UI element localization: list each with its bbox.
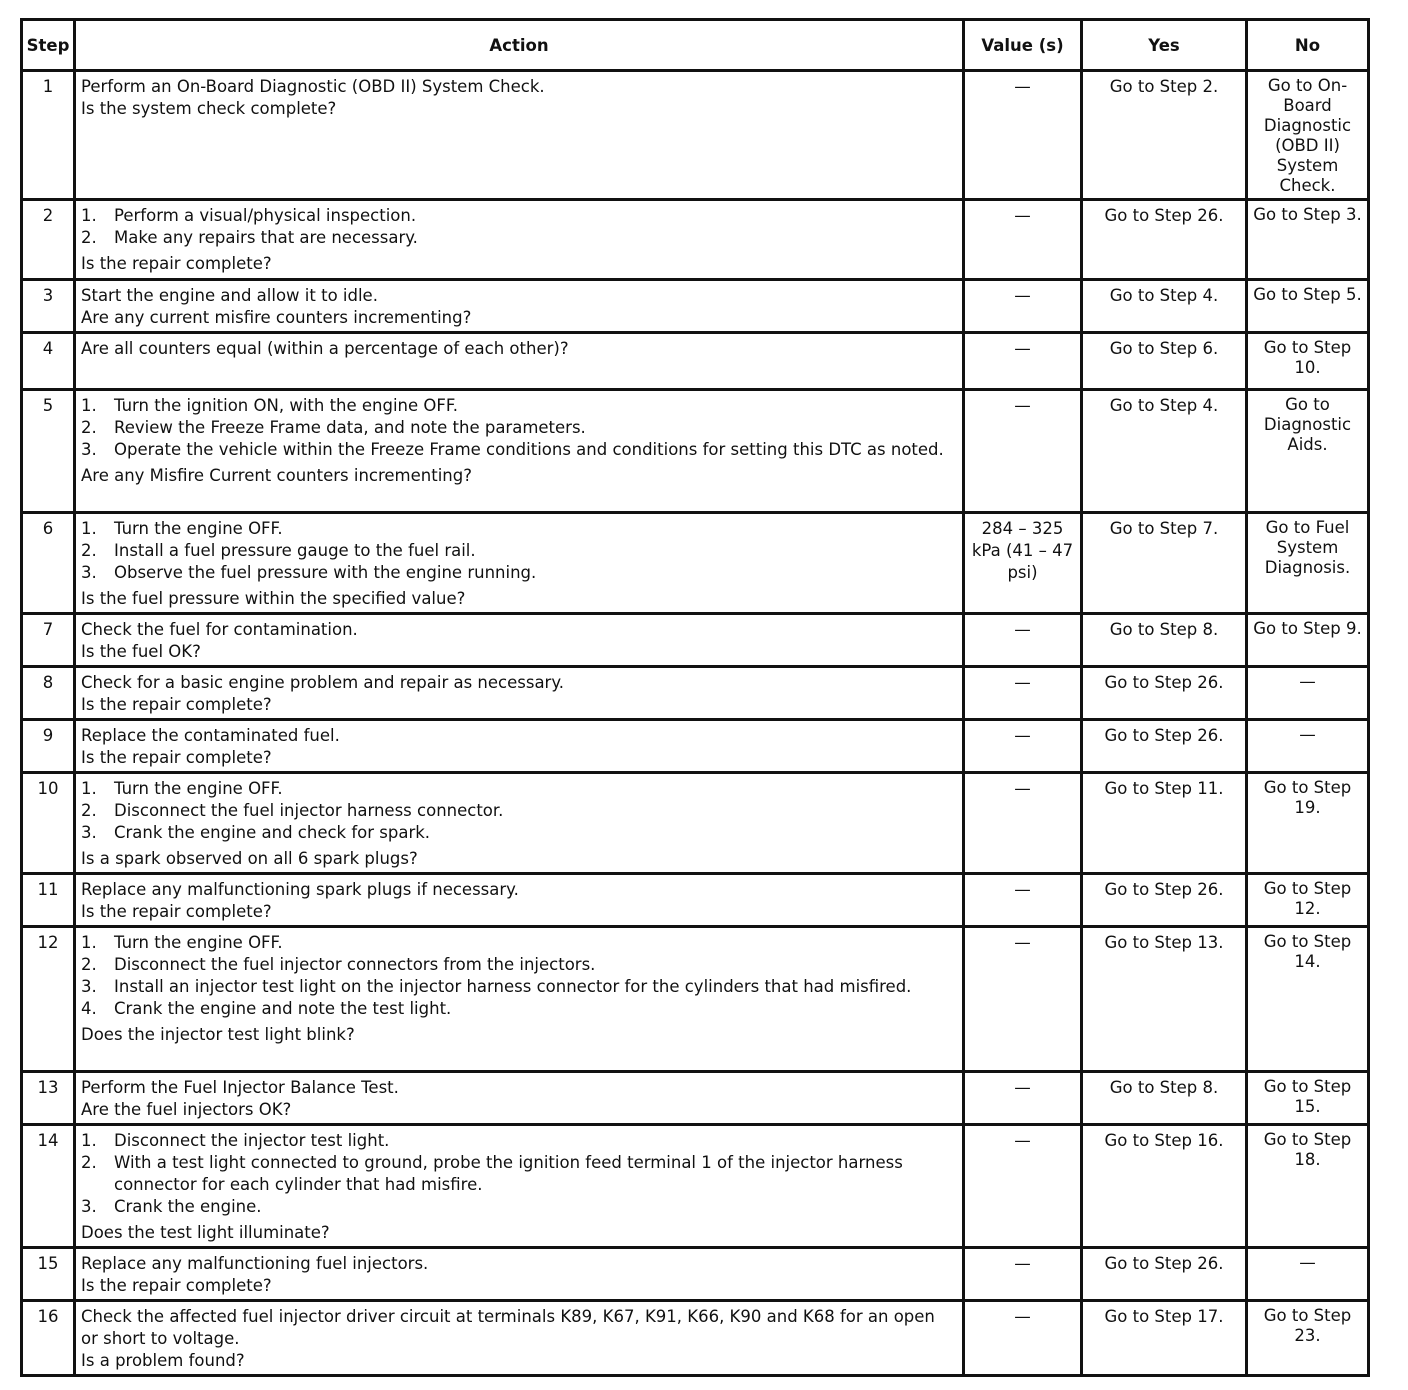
yes-cell: Go to Step 26. bbox=[1082, 1248, 1247, 1301]
list-item-number: 3. bbox=[81, 823, 97, 842]
value-cell: 284 – 325 kPa (41 – 47 psi) bbox=[964, 513, 1082, 614]
step-number: 12 bbox=[22, 927, 75, 1072]
list-item-text: Observe the fuel pressure with the engine running. bbox=[114, 563, 537, 582]
table-body bbox=[22, 71, 1369, 1376]
yes-cell: Go to Step 7. bbox=[1082, 513, 1247, 614]
no-cell: Go to Step 3. bbox=[1247, 200, 1369, 280]
table-row bbox=[22, 927, 1369, 1072]
diagnostic-table bbox=[20, 18, 1370, 1377]
list-item bbox=[81, 562, 956, 584]
list-item-number: 1. bbox=[81, 519, 97, 538]
action-question: Is the repair complete? bbox=[81, 254, 272, 273]
action-cell bbox=[75, 71, 964, 200]
no-cell: Go to Step 10. bbox=[1247, 333, 1369, 390]
list-item bbox=[81, 778, 956, 800]
action-steps-list bbox=[81, 1130, 956, 1218]
step-number: 9 bbox=[22, 720, 75, 773]
list-item bbox=[81, 800, 956, 822]
list-item-text: Turn the engine OFF. bbox=[114, 933, 283, 952]
table-row bbox=[22, 720, 1369, 773]
list-item-number: 3. bbox=[81, 977, 97, 996]
list-item-number: 2. bbox=[81, 955, 97, 974]
yes-cell: Go to Step 13. bbox=[1082, 927, 1247, 1072]
table-row bbox=[22, 280, 1369, 333]
action-cell bbox=[75, 773, 964, 874]
table-row bbox=[22, 513, 1369, 614]
list-item-text: Install an injector test light on the injector harness connector for the cylinders that had misfired. bbox=[114, 977, 912, 996]
no-cell: Go to Step 9. bbox=[1247, 614, 1369, 667]
yes-cell: Go to Step 8. bbox=[1082, 1072, 1247, 1125]
action-question: Does the injector test light blink? bbox=[81, 1025, 355, 1044]
header-yes: Yes bbox=[1082, 20, 1247, 71]
value-cell: — bbox=[964, 390, 1082, 513]
list-item bbox=[81, 822, 956, 844]
action-question: Are all counters equal (within a percentage of each other)? bbox=[81, 339, 569, 358]
action-intro: Check the affected fuel injector driver circuit at terminals K89, K67, K91, K66, K90 and K68 for an open or short to voltage. bbox=[81, 1307, 935, 1348]
list-item-number: 2. bbox=[81, 418, 97, 437]
action-cell bbox=[75, 614, 964, 667]
list-item-number: 1. bbox=[81, 396, 97, 415]
action-cell bbox=[75, 280, 964, 333]
list-item-number: 2. bbox=[81, 1153, 97, 1172]
value-cell: — bbox=[964, 333, 1082, 390]
no-cell: Go to On-Board Diagnostic (OBD II) System Check. bbox=[1247, 71, 1369, 200]
list-item bbox=[81, 395, 956, 417]
action-intro: Replace any malfunctioning fuel injectors. bbox=[81, 1254, 429, 1273]
step-number: 1 bbox=[22, 71, 75, 200]
list-item bbox=[81, 1152, 956, 1196]
action-cell bbox=[75, 1301, 964, 1376]
action-intro: Check the fuel for contamination. bbox=[81, 620, 358, 639]
yes-cell: Go to Step 26. bbox=[1082, 874, 1247, 927]
list-item bbox=[81, 954, 956, 976]
step-number: 7 bbox=[22, 614, 75, 667]
table-row bbox=[22, 773, 1369, 874]
no-cell: — bbox=[1247, 667, 1369, 720]
action-intro: Start the engine and allow it to idle. bbox=[81, 286, 378, 305]
list-item-text: Turn the ignition ON, with the engine OFF. bbox=[114, 396, 458, 415]
list-item-number: 2. bbox=[81, 228, 97, 247]
list-item-number: 2. bbox=[81, 541, 97, 560]
table-row bbox=[22, 874, 1369, 927]
action-question: Is a problem found? bbox=[81, 1351, 245, 1370]
action-intro: Replace the contaminated fuel. bbox=[81, 726, 340, 745]
list-item-text: Turn the engine OFF. bbox=[114, 519, 283, 538]
table-row bbox=[22, 1248, 1369, 1301]
list-item-number: 3. bbox=[81, 440, 97, 459]
value-cell: — bbox=[964, 927, 1082, 1072]
table-row bbox=[22, 390, 1369, 513]
step-number: 16 bbox=[22, 1301, 75, 1376]
list-item-text: Disconnect the injector test light. bbox=[114, 1131, 390, 1150]
yes-cell: Go to Step 26. bbox=[1082, 200, 1247, 280]
action-question: Does the test light illuminate? bbox=[81, 1223, 330, 1242]
yes-cell: Go to Step 17. bbox=[1082, 1301, 1247, 1376]
step-number: 3 bbox=[22, 280, 75, 333]
yes-cell: Go to Step 4. bbox=[1082, 280, 1247, 333]
yes-cell: Go to Step 6. bbox=[1082, 333, 1247, 390]
list-item bbox=[81, 932, 956, 954]
yes-cell: Go to Step 26. bbox=[1082, 667, 1247, 720]
header-step: Step bbox=[22, 20, 75, 71]
list-item bbox=[81, 518, 956, 540]
list-item-text: Review the Freeze Frame data, and note the parameters. bbox=[114, 418, 586, 437]
action-cell bbox=[75, 667, 964, 720]
step-number: 15 bbox=[22, 1248, 75, 1301]
table-row bbox=[22, 1072, 1369, 1125]
action-intro: Perform the Fuel Injector Balance Test. bbox=[81, 1078, 399, 1097]
action-cell bbox=[75, 333, 964, 390]
list-item bbox=[81, 227, 956, 249]
no-cell: Go to Diagnostic Aids. bbox=[1247, 390, 1369, 513]
value-cell: — bbox=[964, 1301, 1082, 1376]
list-item-text: Crank the engine. bbox=[114, 1197, 262, 1216]
list-item-number: 2. bbox=[81, 801, 97, 820]
list-item bbox=[81, 1196, 956, 1218]
table-row bbox=[22, 200, 1369, 280]
value-cell: — bbox=[964, 1125, 1082, 1248]
action-question: Is the repair complete? bbox=[81, 902, 272, 921]
action-cell bbox=[75, 1072, 964, 1125]
step-number: 2 bbox=[22, 200, 75, 280]
step-number: 4 bbox=[22, 333, 75, 390]
action-steps-list bbox=[81, 778, 956, 844]
value-cell: — bbox=[964, 200, 1082, 280]
action-question: Is the fuel pressure within the specified value? bbox=[81, 589, 466, 608]
action-question: Are any current misfire counters incrementing? bbox=[81, 308, 472, 327]
list-item-text: Install a fuel pressure gauge to the fuel rail. bbox=[114, 541, 476, 560]
list-item-number: 3. bbox=[81, 563, 97, 582]
action-cell bbox=[75, 513, 964, 614]
action-question: Is the repair complete? bbox=[81, 1276, 272, 1295]
action-question: Is the repair complete? bbox=[81, 748, 272, 767]
no-cell: Go to Step 14. bbox=[1247, 927, 1369, 1072]
list-item bbox=[81, 205, 956, 227]
list-item-text: With a test light connected to ground, probe the ignition feed terminal 1 of the injector harness connector for each cylinder that had misfire. bbox=[114, 1153, 903, 1194]
list-item-number: 1. bbox=[81, 779, 97, 798]
yes-cell: Go to Step 11. bbox=[1082, 773, 1247, 874]
action-question: Is the system check complete? bbox=[81, 99, 337, 118]
list-item-number: 4. bbox=[81, 999, 97, 1018]
step-number: 6 bbox=[22, 513, 75, 614]
table-row bbox=[22, 71, 1369, 200]
action-cell bbox=[75, 1125, 964, 1248]
action-cell bbox=[75, 1248, 964, 1301]
table-row bbox=[22, 667, 1369, 720]
action-question: Are the fuel injectors OK? bbox=[81, 1100, 292, 1119]
action-cell bbox=[75, 390, 964, 513]
yes-cell: Go to Step 8. bbox=[1082, 614, 1247, 667]
list-item bbox=[81, 417, 956, 439]
action-steps-list bbox=[81, 395, 956, 461]
list-item-text: Disconnect the fuel injector connectors from the injectors. bbox=[114, 955, 596, 974]
action-cell bbox=[75, 927, 964, 1072]
list-item-text: Crank the engine and check for spark. bbox=[114, 823, 431, 842]
no-cell: — bbox=[1247, 1248, 1369, 1301]
action-question: Is the fuel OK? bbox=[81, 642, 201, 661]
action-intro: Replace any malfunctioning spark plugs if necessary. bbox=[81, 880, 519, 899]
no-cell: Go to Step 12. bbox=[1247, 874, 1369, 927]
action-intro: Check for a basic engine problem and repair as necessary. bbox=[81, 673, 564, 692]
table-row bbox=[22, 1125, 1369, 1248]
action-steps-list bbox=[81, 932, 956, 1020]
action-intro: Perform an On-Board Diagnostic (OBD II) System Check. bbox=[81, 77, 545, 96]
list-item-number: 1. bbox=[81, 1131, 97, 1150]
yes-cell: Go to Step 2. bbox=[1082, 71, 1247, 200]
table-row bbox=[22, 333, 1369, 390]
list-item bbox=[81, 1130, 956, 1152]
action-question: Are any Misfire Current counters incrementing? bbox=[81, 466, 472, 485]
action-question: Is the repair complete? bbox=[81, 695, 272, 714]
action-steps-list bbox=[81, 205, 956, 249]
list-item-text: Perform a visual/physical inspection. bbox=[114, 206, 417, 225]
value-cell: — bbox=[964, 614, 1082, 667]
value-cell: — bbox=[964, 1248, 1082, 1301]
no-cell: Go to Step 23. bbox=[1247, 1301, 1369, 1376]
table-row bbox=[22, 614, 1369, 667]
no-cell: Go to Step 5. bbox=[1247, 280, 1369, 333]
value-cell: — bbox=[964, 71, 1082, 200]
value-cell: — bbox=[964, 874, 1082, 927]
action-question: Is a spark observed on all 6 spark plugs? bbox=[81, 849, 418, 868]
value-cell: — bbox=[964, 773, 1082, 874]
list-item-number: 1. bbox=[81, 933, 97, 952]
list-item bbox=[81, 976, 956, 998]
no-cell: Go to Fuel System Diagnosis. bbox=[1247, 513, 1369, 614]
no-cell: — bbox=[1247, 720, 1369, 773]
value-cell: — bbox=[964, 280, 1082, 333]
list-item-text: Operate the vehicle within the Freeze Frame conditions and conditions for setting this DTC as noted. bbox=[114, 440, 944, 459]
step-number: 13 bbox=[22, 1072, 75, 1125]
step-number: 11 bbox=[22, 874, 75, 927]
yes-cell: Go to Step 16. bbox=[1082, 1125, 1247, 1248]
value-cell: — bbox=[964, 720, 1082, 773]
list-item bbox=[81, 998, 956, 1020]
list-item-text: Make any repairs that are necessary. bbox=[114, 228, 418, 247]
no-cell: Go to Step 19. bbox=[1247, 773, 1369, 874]
header-row bbox=[22, 20, 1369, 71]
no-cell: Go to Step 18. bbox=[1247, 1125, 1369, 1248]
list-item-number: 3. bbox=[81, 1197, 97, 1216]
list-item bbox=[81, 540, 956, 562]
list-item-number: 1. bbox=[81, 206, 97, 225]
list-item bbox=[81, 439, 956, 461]
action-cell bbox=[75, 720, 964, 773]
header-action: Action bbox=[75, 20, 964, 71]
step-number: 14 bbox=[22, 1125, 75, 1248]
yes-cell: Go to Step 4. bbox=[1082, 390, 1247, 513]
list-item-text: Disconnect the fuel injector harness connector. bbox=[114, 801, 504, 820]
step-number: 10 bbox=[22, 773, 75, 874]
value-cell: — bbox=[964, 1072, 1082, 1125]
step-number: 5 bbox=[22, 390, 75, 513]
list-item-text: Turn the engine OFF. bbox=[114, 779, 283, 798]
header-value: Value (s) bbox=[964, 20, 1082, 71]
action-steps-list bbox=[81, 518, 956, 584]
step-number: 8 bbox=[22, 667, 75, 720]
no-cell: Go to Step 15. bbox=[1247, 1072, 1369, 1125]
table-row bbox=[22, 1301, 1369, 1376]
action-cell bbox=[75, 874, 964, 927]
header-no: No bbox=[1247, 20, 1369, 71]
yes-cell: Go to Step 26. bbox=[1082, 720, 1247, 773]
list-item-text: Crank the engine and note the test light. bbox=[114, 999, 452, 1018]
action-cell bbox=[75, 200, 964, 280]
value-cell: — bbox=[964, 667, 1082, 720]
